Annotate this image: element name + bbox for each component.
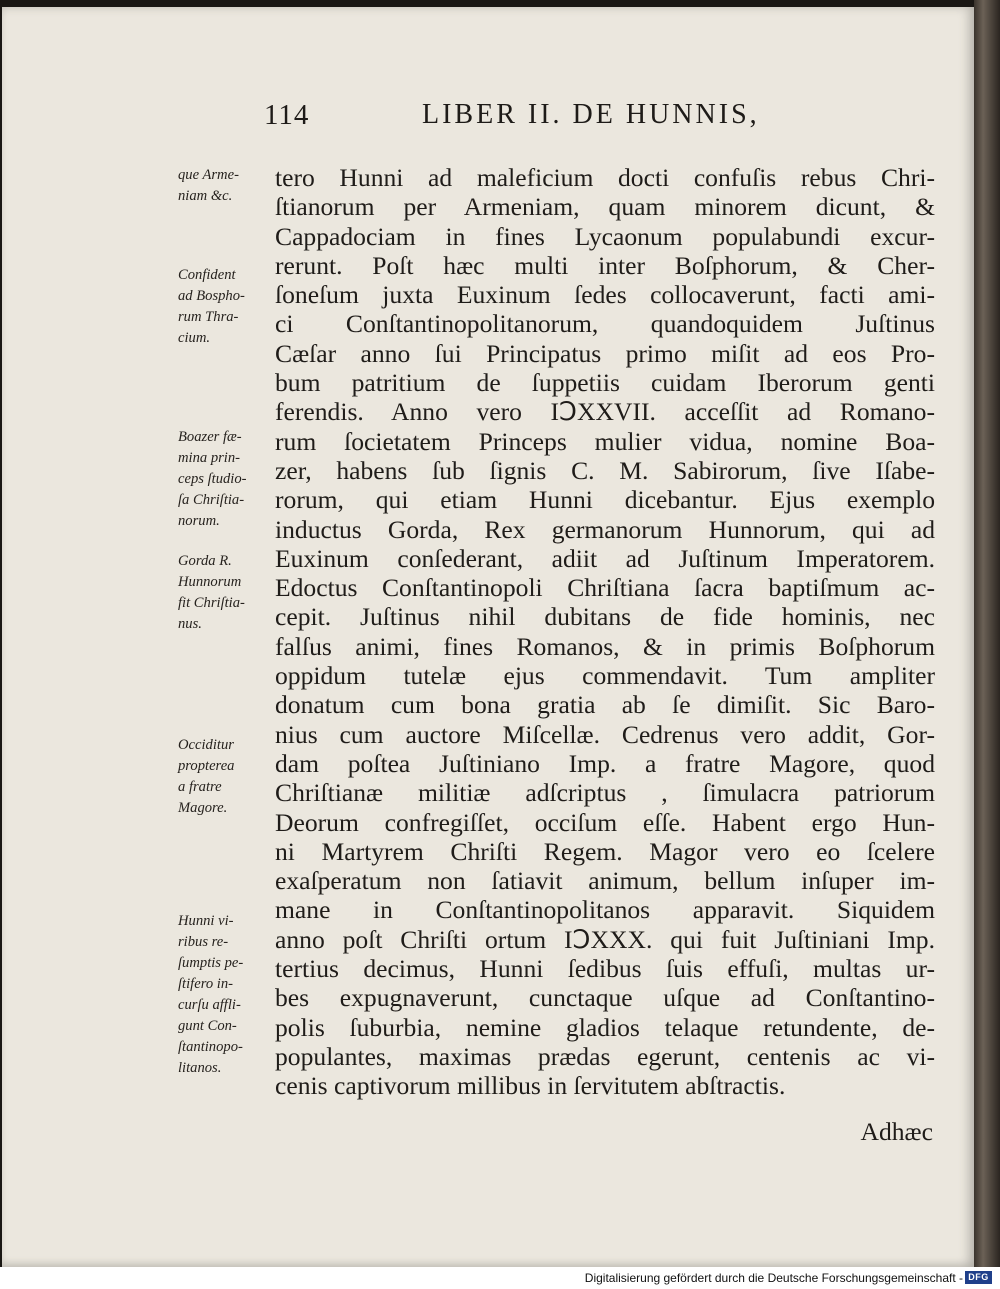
text-line: rorum, qui etiam Hunni dicebantur. Ejus exemplo [275,485,935,515]
text-line: zer, habens ſub ſignis C. M. Sabirorum, ſive Iſabe- [275,455,935,485]
text-line: nius cum auctore Miſcellæ. Cedrenus vero addit, Gor- [275,719,935,749]
text-line: cenis captivorum millibus in ſervitutem abſtractis. [275,1071,786,1101]
page-number: 114 [264,99,310,131]
text-line: Cappadociam in fines Lycaonum populabundi excur- [275,221,935,251]
running-title: LIBER II. DE HUNNIS, [422,99,760,130]
text-line: tero Hunni ad maleficium docti confuſis rebus Chri- [275,163,935,192]
text-line: Chriſtianæ militiæ adſcriptus , ſimulacra patriorum [275,778,935,808]
text-line: ferendis. Anno vero IↃXXVII. acceſſit ad Romano- [275,397,935,427]
running-header [2,99,974,149]
text-line: ni Martyrem Chriſti Regem. Magor vero eo ſcelere [275,836,935,866]
text-line: rerunt. Poſt hæc multi inter Boſphorum, & Cher- [275,250,935,280]
text-line: tertius decimus, Hunni ſedibus ſuis effuſi, multas ur- [275,954,935,984]
footer-bar [0,1267,1000,1289]
marginal-note: que Arme- niam &c. [178,167,239,204]
marginal-note: Occiditur propterea a fratre Magore. [178,737,235,816]
text-line: mane in Conſtantinopolitanos apparavit. Siquidem [275,895,935,925]
main-text [275,163,935,1101]
text-line: Euxinum conſederant, adiit ad Juſtinum Imperatorem. [275,543,935,573]
text-line: exaſperatum non ſatiavit animum, bellum inſuper im- [275,866,935,896]
text-line: ſtianorum per Armeniam, quam minorem dicunt, & [275,192,935,222]
text-line: ci Conſtantinopolitanorum, quandoquidem Juſtinus [275,309,935,339]
text-line: rum ſocietatem Princeps mulier vidua, nomine Boa- [275,426,935,456]
marginal-note: Confident ad Bospho- rum Thra- cium. [178,267,245,346]
text-line: bes expugnaverunt, cunctaque uſque ad Conſtantino- [275,983,935,1013]
text-line: oppidum tutelæ ejus commendavit. Tum ampliter [275,661,935,691]
text-line: Edoctus Conſtantinopoli Chriſtiana ſacra baptiſmum ac- [275,573,935,603]
funding-credit: Digitalisierung gefördert durch die Deutsche Forschungsgemeinschaft - [584,1271,963,1285]
text-line: polis ſuburbia, nemine gladios telaque retundente, de- [275,1012,935,1042]
text-line: Deorum confregiſſet, occiſum eſſe. Habent ergo Hun- [275,807,935,837]
marginal-note: Hunni vi- ribus re- ſumptis pe- ſtifero in- curſu affli- gunt Con- ſtantinopo- litanos. [178,913,244,1076]
text-line: cepit. Juſtinus nihil dubitans de fide hominis, nec [275,602,935,632]
text-line: falſus animi, fines Romanos, & in primis Boſphorum [275,631,935,661]
text-line: populantes, maximas prædas egerunt, centenis ac vi- [275,1041,935,1071]
text-line: bum patritium de ſuppetiis cuidam Iberorum genti [275,368,935,398]
marginal-note: Gorda R. Hunnorum fit Chriſtia- nus. [178,553,245,632]
text-line: anno poſt Chriſti ortum IↃXXX. qui fuit Juſtiniani Imp. [275,924,935,954]
text-line: dam poſtea Juſtiniano Imp. a fratre Magore, quod [275,748,935,778]
book-page [2,7,974,1267]
marginal-note: Boazer fæ- mina prin- ceps ſtudio- ſa Chriſtia- norum. [178,429,247,529]
text-line: donatum cum bona gratia ab ſe dimiſit. Sic Baro- [275,690,935,720]
catchword: Adhæc [860,1117,933,1146]
text-line: inductus Gorda, Rex germanorum Hunnorum, qui ad [275,514,935,544]
book-edge [974,0,1000,1267]
text-line: ſoneſum juxta Euxinum ſedes collocaverunt, facti ami- [275,280,935,310]
dfg-logo-icon[interactable]: DFG [965,1271,992,1284]
text-line: Cæſar anno ſui Principatus primo miſit ad eos Pro- [275,338,935,368]
